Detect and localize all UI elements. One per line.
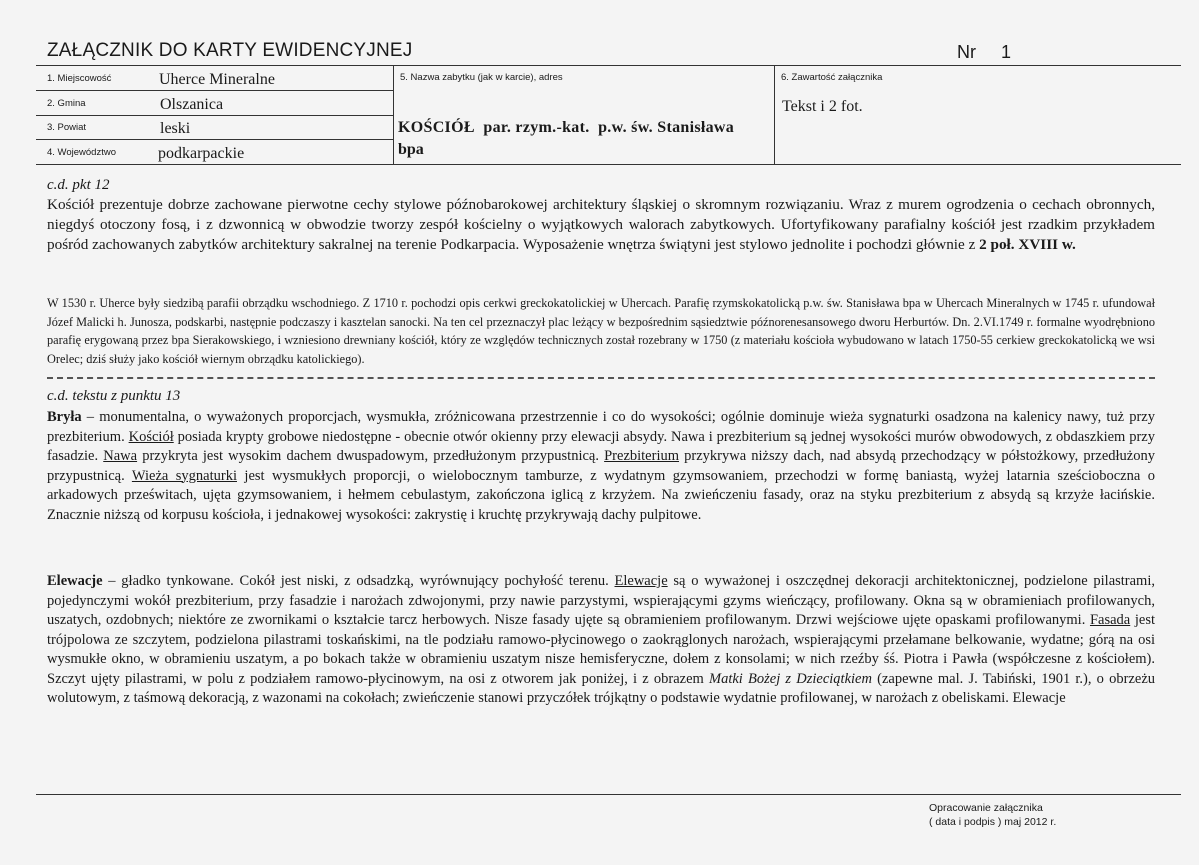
section1-heading: c.d. pkt 12 <box>47 177 110 193</box>
row-rule-3 <box>36 139 393 140</box>
kosciol-underlined: Kościół <box>128 428 174 445</box>
gmina-value: Olszanica <box>160 96 224 113</box>
bryla-text-5: jest wysmukłych proporcji, o wielobocznym tamburze, z wydatnym gzymsowaniem, przechodzi w formę baniastą, wyżej latarnia sześcioboczna o arkadowych prześwitach, ujęta gzymsowaniem, i hełmem cebulastym, zakończona iglicą z krzyżem. Na zwieńczeniu fasady, oraz na styku prezbiterium z absydą są krzyże łacińskie. Znacznie niższą od korpusu kościoła, i jednakowej wysokości: zakrystię i kruchtę przykrywają dachy pulpitowe. <box>47 467 1155 523</box>
fasada-underlined: Fasada <box>1089 612 1131 628</box>
nr-value: 1 <box>1001 42 1012 62</box>
prezbiterium-underlined: Prezbiterium <box>604 448 680 464</box>
nawa-underlined: Nawa <box>103 448 138 464</box>
bryla-text-3: przykryta jest wysokim dachem dwuspadowym, przedłużonym przypustnicą. <box>137 448 605 464</box>
number-block <box>957 42 1011 63</box>
row-rule-2 <box>36 115 393 116</box>
elewacje-text-2: są o wyważonej i oszczędnej dekoracji architektonicznej, podzielone pilastrami, pojedynczymi wokół prezbiterium, przy fasadzie i narożach zdwojonymi, przy nawie parzystymi, wspierającymi gzyms wieńczący, profilowany. Okna są w obramieniach profilowanych, uszatych, ozdobnych; niektóre ze zwornikami o kształcie tarcz herbowych. Nisze fasady ujęte są obramieniem profilowanym. Drzwi wejściowe ujęte opaskami profilowanymi. <box>47 573 1155 628</box>
gmina-label: 2. Gmina <box>47 98 86 109</box>
monument-name-line2: bpa <box>398 141 424 158</box>
bryla-text-1: – monumentalna, o wyważonych proporcjach, wysmukła, zróżnicowana przestrzennie i co do wysokości; ogólnie dominuje wieża sygnaturki osadzona na kalenicy nawy, tuż przy prezbiterium. <box>47 409 1155 445</box>
elewacje-text-3: jest trójpolowa ze szczytem, podzielona pilastrami toskańskimi, na tle podziału ramowo-płycinowego o zaokrąglonych narożach, wspierającymi przełamane belkowanie, wydatne; górą na osi wysmukłe okno, w obramieniu uszatym, a po bokach także w obramieniu uszatym nisze hemisferyczne, dołem z konsolami; w nich rzeźby śś. Piotra i Pawła (współczesne z kościołem). Szczyt ujęty pilastrami, w polu z podziałem ramowo-płycinowym, na osi z otworem jak poniżej, i z obrazem <box>47 612 1156 687</box>
zawartosc-value: Tekst i 2 fot. <box>782 98 863 115</box>
section2-heading: c.d. tekstu z punktu 13 <box>47 388 181 404</box>
footer-line1: Opracowanie załącznika <box>929 802 1043 814</box>
bryla-bold: Bryła <box>47 409 82 425</box>
table-bottom-rule <box>36 164 1181 165</box>
table-top-rule <box>36 65 1181 66</box>
monument-name-line1: KOŚCIÓŁ par. rzym.-kat. p.w. św. Stanisława <box>398 119 735 136</box>
elewacje-paragraph <box>47 572 1155 709</box>
miejscowosc-value: Uherce Mineralne <box>159 71 275 88</box>
nazwa-label: 5. Nazwa zabytku (jak w karcie), adres <box>400 72 563 83</box>
bryla-paragraph <box>47 408 1155 525</box>
history-note: W 1530 r. Uherce były siedzibą parafii obrządku wschodniego. Z 1710 r. pochodzi opis cerkwi greckokatolickiej w Uhercach. Parafię rzymskokatolicką p.w. św. Stanisława bpa w Uhercach Mineralnych w 1745 r. ufundował Józef Malicki h. Junosza, podskarbi, następnie podczaszy i kasztelan sanocki. Na ten cel przeznaczył plac leżący w bezpośrednim sąsiedztwie późnorenesansowego dworu Herburtów. Dn. 2.VI.1749 r. formalne wyodrębniono parafię erygowaną przez bpa Sierakowskiego, i wzniesiono drewniany kościół, który ze względów technicznych został rozebrany w 1750 (z materiału kościoła wybudowano w latach 1750-55 cerkiew greckokatolicką we wsi Orelec; dziś służy jako kościół wiernym obrządku katolickiego). <box>47 296 1155 366</box>
elewacje-underlined: Elewacje <box>614 573 668 589</box>
wojewodztwo-value: podkarpackie <box>158 145 245 162</box>
footer-line2: ( data i podpis ) maj 2012 r. <box>929 816 1057 828</box>
document-title: ZAŁĄCZNIK DO KARTY EWIDENCYJNEJ <box>47 40 413 61</box>
dashed-separator <box>47 377 1155 379</box>
row-rule-1 <box>36 90 393 91</box>
monument-name <box>398 117 773 161</box>
column-divider-1 <box>393 65 394 165</box>
elewacje-bold: Elewacje <box>47 573 103 589</box>
section1-date-bold: 2 poł. XVIII w. <box>979 236 1076 253</box>
painting-title: Matki Bożej z Dzieciątkiem <box>709 670 872 687</box>
wojewodztwo-label: 4. Województwo <box>47 147 116 158</box>
miejscowosc-label: 1. Miejscowość <box>47 73 112 84</box>
powiat-value: leski <box>160 120 191 137</box>
section1-paragraph <box>47 195 1155 255</box>
elewacje-text-1: – gładko tynkowane. Cokół jest niski, z odsadzką, wyrównujący pochyłość terenu. <box>102 573 615 589</box>
elewacje-text-4: (zapewne mal. J. Tabiński, 1901 r.), o obrzeżu wolutowym, z taśmową dekoracją, z wazonami na cokołach; zwieńczenie stanowi przyczółek trójkątny o podstawie wydatnie profilowanej, w narożach z obeliskami. Elewacje <box>47 670 1156 706</box>
bryla-text-2: posiada krypty grobowe niedostępne - obecnie otwór okienny przy elewacji absydy. Nawa i prezbiterium są jednej wysokości murów obwodowych, z obdaszkiem przy fasadzie. <box>47 428 1155 464</box>
zawartosc-label: 6. Zawartość załącznika <box>781 72 883 83</box>
bryla-text-4: przykrywa niższy dach, nad absydą przechodzący w półstożkowy, przedłużony przypustnicą. <box>47 448 1155 484</box>
column-divider-2 <box>774 65 775 165</box>
nr-label: Nr <box>957 42 976 62</box>
wieza-underlined: Wieża sygnaturki <box>131 467 237 484</box>
powiat-label: 3. Powiat <box>47 122 87 133</box>
section1-text: Kościół prezentuje dobrze zachowane pierwotne cechy stylowe późnobarokowej architektury śląskiej o skromnym rozwiązaniu. Wraz z murem ogrodzenia o cechach obronnych, niegdyś otoczony fosą, i z dzwonnicą w obwodzie tworzy zespół kościelny o wyjątkowych walorach zabytkowych. Ufortyfikowany parafialny kościół jest rzadkim przykładem pośród zachowanych zabytków architektury sakralnej na terenie Podkarpacia. Wyposażenie wnętrza świątyni jest stylowo jednolite i pochodzi głównie z <box>47 196 1155 253</box>
footer-block <box>929 801 1056 829</box>
footer-rule <box>36 794 1181 795</box>
